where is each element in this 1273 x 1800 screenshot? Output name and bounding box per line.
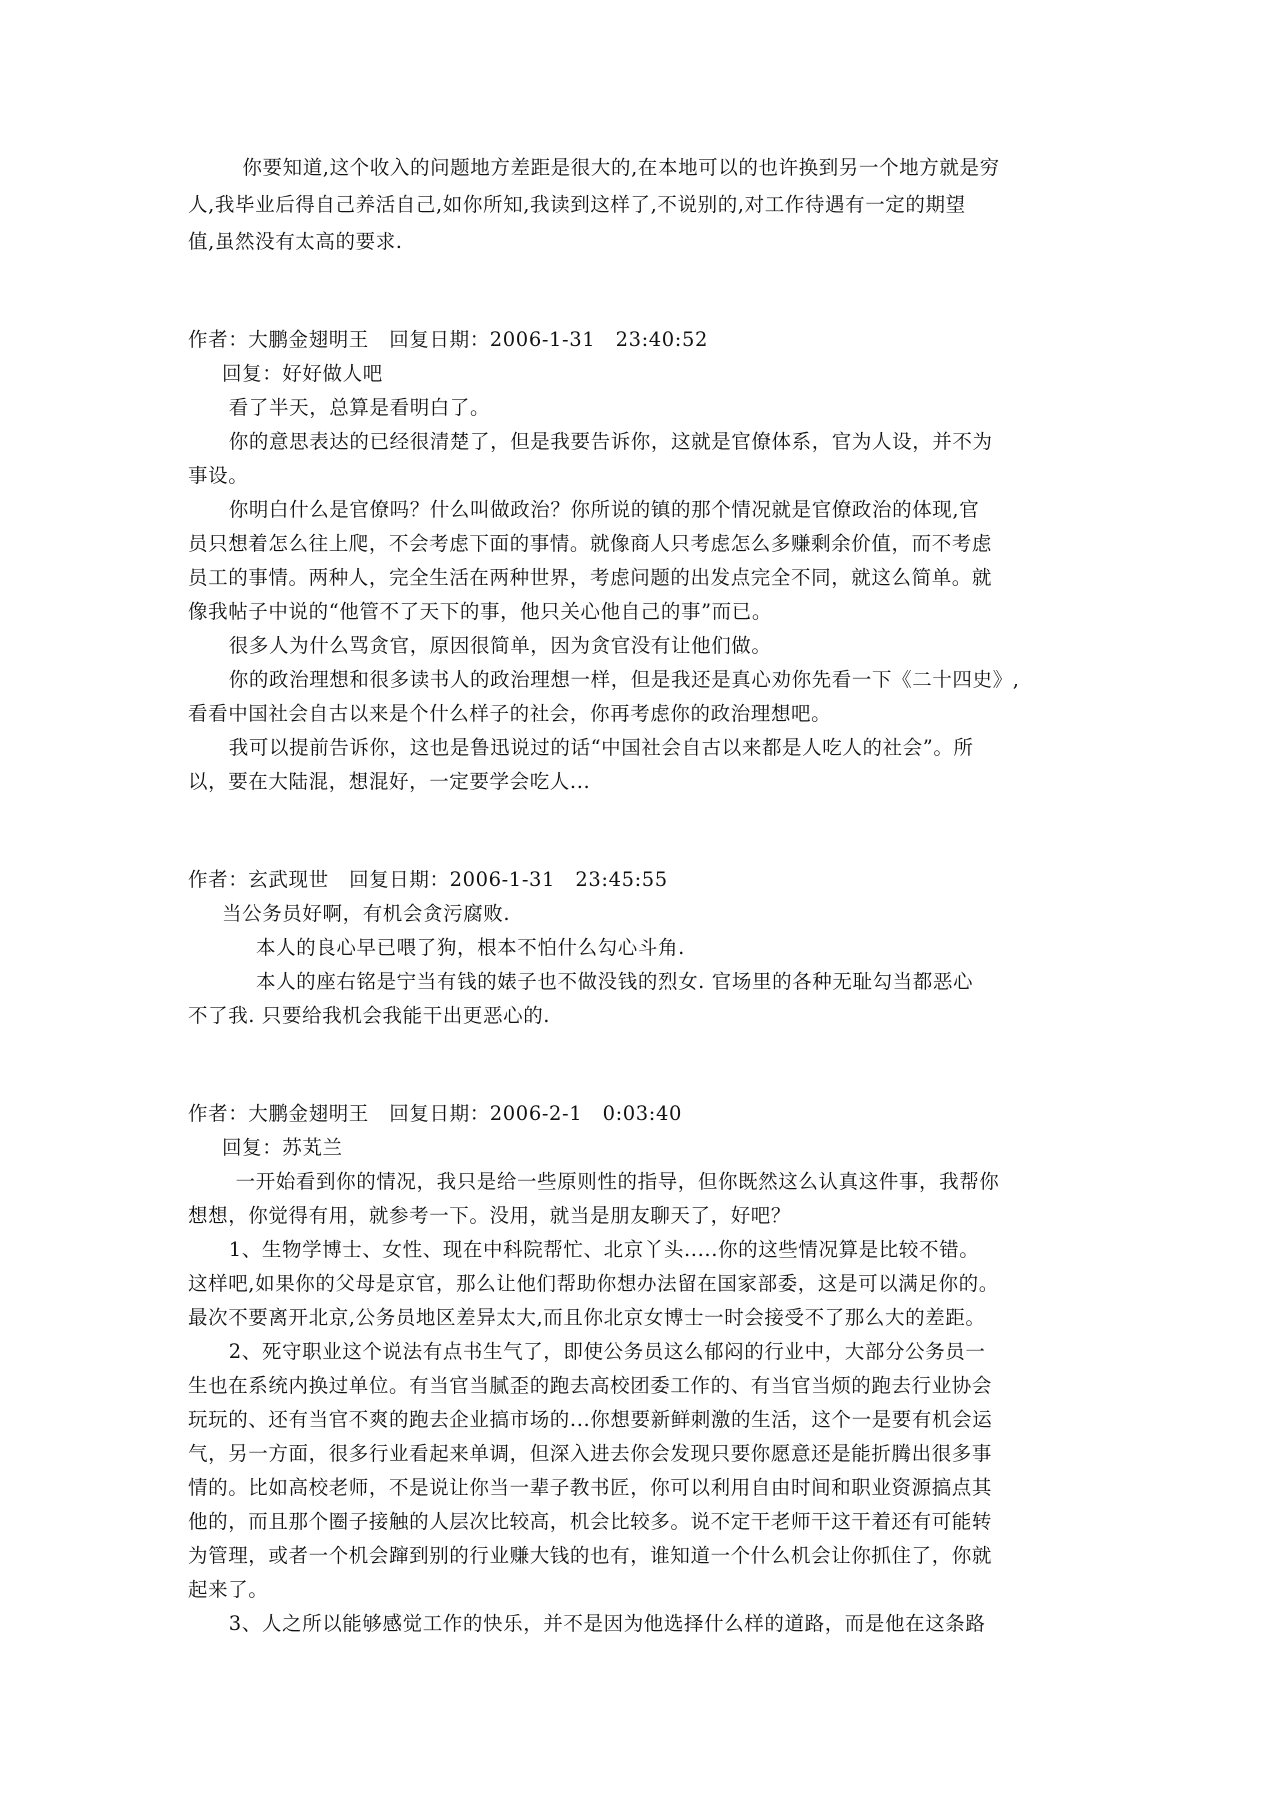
body-text-line: 最次不要离开北京,公务员地区差异太大,而且你北京女博士一时会接受不了那么大的差距。 <box>188 1306 986 1329</box>
body-text-line: 为管理，或者一个机会蹿到别的行业赚大钱的也有，谁知道一个什么机会让你抓住了，你就 <box>188 1544 993 1567</box>
body-text-line: 当公务员好啊，有机会贪污腐败. <box>188 902 511 925</box>
body-text-line: 生也在系统内换过单位。有当官当腻歪的跑去高校团委工作的、有当官当烦的跑去行业协会 <box>188 1374 993 1397</box>
body-text-line: 值,虽然没有太高的要求. <box>188 230 403 253</box>
body-text-line: 像我帖子中说的“他管不了天下的事，他只关心他自己的事”而已。 <box>188 600 772 623</box>
body-text-line: 3、人之所以能够感觉工作的快乐，并不是因为他选择什么样的道路，而是他在这条路 <box>188 1612 986 1635</box>
reply-to-line: 回复：好好做人吧 <box>188 362 383 385</box>
body-text-line: 想想，你觉得有用，就参考一下。没用，就当是朋友聊天了，好吧？ <box>188 1204 792 1227</box>
body-text-line: 看了半天，总算是看明白了。 <box>188 396 491 419</box>
body-text-line: 起来了。 <box>188 1578 269 1601</box>
body-text-line: 他的，而且那个圈子接触的人层次比较高，机会比较多。说不定干老师干这干着还有可能转 <box>188 1510 993 1533</box>
post-header: 作者：大鹏金翅明王 回复日期：2006-2-1 0:03:40 <box>188 1102 682 1125</box>
post-header: 作者：玄武现世 回复日期：2006-1-31 23:45:55 <box>188 868 668 891</box>
body-text-line: 这样吧,如果你的父母是京官，那么让他们帮助你想办法留在国家部委，这是可以满足你的。 <box>188 1272 999 1295</box>
body-text-line: 你要知道,这个收入的问题地方差距是很大的,在本地可以的也许换到另一个地方就是穷 <box>188 156 1000 179</box>
body-text-line: 你明白什么是官僚吗？什么叫做政治？你所说的镇的那个情况就是官僚政治的体现,官 <box>188 498 980 521</box>
body-text-line: 很多人为什么骂贪官，原因很简单，因为贪官没有让他们做。 <box>188 634 772 657</box>
body-text-line: 以，要在大陆混，想混好，一定要学会吃人... <box>188 770 591 793</box>
body-text-line: 一开始看到你的情况，我只是给一些原则性的指导，但你既然这么认真这件事，我帮你 <box>188 1170 1000 1193</box>
reply-to-line: 回复：苏芄兰 <box>188 1136 343 1159</box>
body-text-line: 本人的良心早已喂了狗，根本不怕什么勾心斗角. <box>188 936 685 959</box>
body-text-line: 本人的座右铭是宁当有钱的婊子也不做没钱的烈女. 官场里的各种无耻勾当都恶心 <box>188 970 974 993</box>
body-text-line: 事设。 <box>188 464 249 487</box>
body-text-line: 1、生物学博士、女性、现在中科院帮忙、北京丫头.....你的这些情况算是比较不错。 <box>188 1238 980 1261</box>
body-text-line: 你的意思表达的已经很清楚了，但是我要告诉你，这就是官僚体系，官为人设，并不为 <box>188 430 993 453</box>
body-text-line: 看看中国社会自古以来是个什么样子的社会，你再考虑你的政治理想吧。 <box>188 702 832 725</box>
body-text-line: 我可以提前告诉你，这也是鲁迅说过的话“中国社会自古以来都是人吃人的社会”。所 <box>188 736 974 759</box>
post-header: 作者：大鹏金翅明王 回复日期：2006-1-31 23:40:52 <box>188 328 708 351</box>
body-text-line: 玩玩的、还有当官不爽的跑去企业搞市场的...你想要新鲜刺激的生活，这个一是要有机会运 <box>188 1408 993 1431</box>
body-text-line: 员只想着怎么往上爬，不会考虑下面的事情。就像商人只考虑怎么多赚剩余价值，而不考虑 <box>188 532 993 555</box>
body-text-line: 不了我. 只要给我机会我能干出更恶心的. <box>188 1004 551 1027</box>
body-text-line: 2、死守职业这个说法有点书生气了，即使公务员这么郁闷的行业中，大部分公务员一 <box>188 1340 986 1363</box>
body-text-line: 员工的事情。两种人，完全生活在两种世界，考虑问题的出发点完全不同，就这么简单。就 <box>188 566 993 589</box>
body-text-line: 气，另一方面，很多行业看起来单调，但深入进去你会发现只要你愿意还是能折腾出很多事 <box>188 1442 993 1465</box>
body-text-line: 你的政治理想和很多读书人的政治理想一样，但是我还是真心劝你先看一下《二十四史》, <box>188 668 1020 691</box>
body-text-line: 情的。比如高校老师，不是说让你当一辈子教书匠，你可以利用自由时间和职业资源搞点其 <box>188 1476 993 1499</box>
body-text-line: 人,我毕业后得自己养活自己,如你所知,我读到这样了,不说别的,对工作待遇有一定的期望 <box>188 193 966 216</box>
